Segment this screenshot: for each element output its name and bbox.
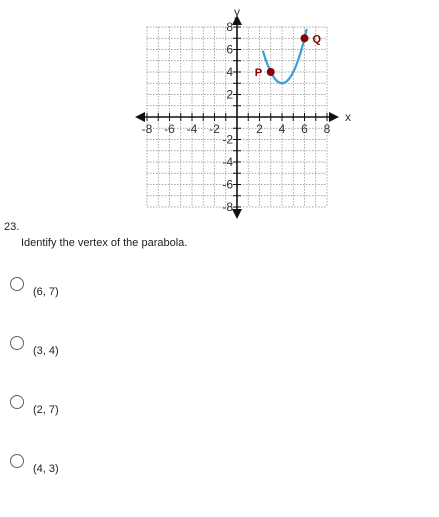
option-4-label: (4, 3) (33, 463, 59, 475)
question-text: Identify the vertex of the parabola. (21, 237, 188, 249)
y-tick-label: 2 (226, 87, 233, 102)
coordinate-graph (0, 0, 439, 220)
question-number: 23. (4, 221, 20, 233)
y-tick-label: -4 (222, 155, 233, 169)
x-tick-label: -8 (141, 122, 153, 136)
y-tick-label: -2 (222, 132, 233, 147)
x-tick-label: 4 (278, 122, 286, 136)
option-2-label: (3, 4) (33, 345, 59, 357)
x-tick-label: -2 (209, 122, 220, 136)
radio-button-icon[interactable] (10, 277, 24, 291)
x-axis-label: x (345, 110, 351, 124)
option-1-label: (6, 7) (33, 286, 59, 298)
y-tick-label: 6 (226, 42, 233, 57)
y-tick-label: -6 (222, 177, 233, 192)
x-axis-arrow-right-icon (329, 112, 339, 122)
y-tick-label: 8 (226, 20, 233, 34)
x-tick-label: 8 (323, 122, 331, 136)
radio-button-icon[interactable] (10, 336, 24, 350)
x-tick-label: -4 (186, 122, 198, 136)
y-axis-label: y (234, 5, 240, 19)
x-tick-label: 6 (301, 122, 308, 136)
option-3[interactable] (10, 395, 210, 417)
x-tick-label: 2 (256, 122, 263, 136)
option-2[interactable] (10, 336, 210, 358)
point-label-p: P (254, 67, 263, 79)
point-q (301, 34, 309, 42)
y-tick-label: 4 (226, 65, 233, 79)
radio-button-icon[interactable] (10, 454, 24, 468)
radio-button-icon[interactable] (10, 395, 24, 409)
y-tick-label: -8 (222, 200, 233, 214)
parabola-graph-svg (0, 0, 439, 220)
option-1[interactable] (10, 277, 210, 299)
point-label-q: Q (312, 33, 322, 46)
point-p (267, 68, 275, 76)
x-axis-arrow-left-icon (135, 112, 145, 122)
option-3-label: (2, 7) (33, 404, 59, 416)
y-axis-arrow-down-icon (232, 209, 242, 219)
option-4[interactable] (10, 454, 210, 476)
x-tick-label: -6 (164, 122, 175, 136)
